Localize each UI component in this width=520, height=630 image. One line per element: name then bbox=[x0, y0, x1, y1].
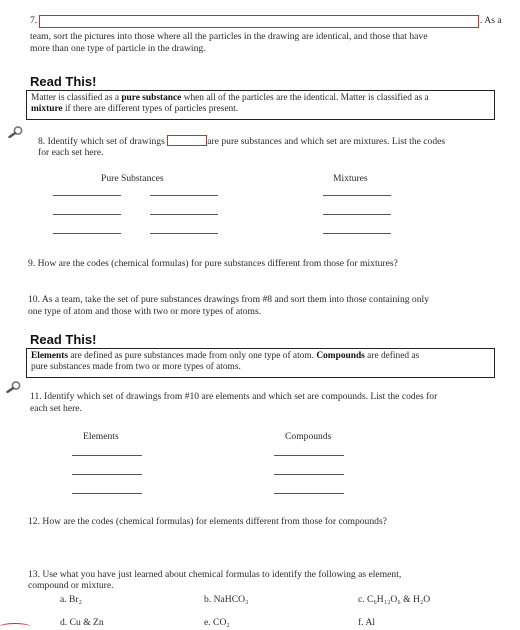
q8-pre: 8. Identify which set of drawings bbox=[38, 136, 168, 147]
q11-line1: 11. Identify which set of drawings from #10 are elements and which set are compounds. List the codes for bbox=[30, 391, 438, 402]
magnifier-icon bbox=[6, 381, 22, 393]
answer-line[interactable] bbox=[274, 474, 344, 475]
answer-line[interactable] bbox=[323, 214, 391, 215]
q9-text: 9. How are the codes (chemical formulas) for pure substances different from those for mixtures? bbox=[28, 258, 398, 269]
answer-line[interactable] bbox=[150, 233, 218, 234]
q8-line1 bbox=[38, 135, 445, 148]
read-this-box-1 bbox=[26, 90, 495, 120]
q12-text: 12. How are the codes (chemical formulas) for elements different from those for compounds? bbox=[28, 516, 387, 527]
q13-item-c: c. C₆H₁₂O₆ & H₂O bbox=[358, 594, 431, 605]
q7-number: 7. bbox=[30, 15, 38, 26]
answer-line[interactable] bbox=[150, 195, 218, 196]
read-this-heading-1: Read This! bbox=[30, 74, 97, 89]
answer-line[interactable] bbox=[72, 455, 142, 456]
compounds-header: Compounds bbox=[285, 431, 332, 442]
q13-item-b: b. NaHCO₃ bbox=[204, 594, 249, 605]
q7-answer-field[interactable] bbox=[39, 15, 479, 28]
pure-substances-header: Pure Substances bbox=[101, 173, 164, 184]
read2-text-1: are defined as pure substances made from only one type of atom. bbox=[67, 351, 317, 361]
q7-line1: team, sort the pictures into those where all the particles in the drawing are identical, and those that have bbox=[30, 31, 428, 42]
answer-line[interactable] bbox=[323, 233, 391, 234]
term-compounds: Compounds bbox=[316, 351, 365, 361]
q13-line1: 13. Use what you have just learned about chemical formulas to identify the following as element, bbox=[28, 569, 402, 580]
q13-line2: compound or mixture. bbox=[28, 580, 114, 591]
q13-item-e: e. CO₂ bbox=[204, 617, 230, 628]
read1-text-3: if there are different types of particles present. bbox=[62, 104, 239, 115]
read2-line2: pure substances made from two or more types of atoms. bbox=[31, 362, 241, 373]
answer-line[interactable] bbox=[274, 493, 344, 494]
read1-text-1: Matter is classified as a bbox=[31, 93, 122, 103]
answer-line[interactable] bbox=[53, 233, 121, 234]
read-this-box-2 bbox=[26, 348, 495, 378]
q11-line2: each set here. bbox=[30, 403, 82, 414]
answer-line[interactable] bbox=[53, 195, 121, 196]
q8-post: are pure substances and which set are mixtures. List the codes bbox=[207, 136, 446, 147]
read1-text-2: when all of the particles are the identical. Matter is classified as a bbox=[181, 93, 429, 103]
q13-item-f: f. Al bbox=[358, 617, 376, 628]
q8-line2: for each set here. bbox=[38, 147, 104, 158]
answer-line[interactable] bbox=[274, 455, 344, 456]
q13-item-d: d. Cu & Zn bbox=[60, 617, 104, 628]
q8-answer-field[interactable] bbox=[167, 135, 207, 146]
q10-line1: 10. As a team, take the set of pure substances drawings from #8 and sort them into those containing only bbox=[28, 294, 429, 305]
answer-line[interactable] bbox=[53, 214, 121, 215]
read2-text-2: are defined as bbox=[364, 351, 420, 361]
term-elements: Elements bbox=[31, 351, 68, 361]
q13-item-a: a. Br₂ bbox=[60, 594, 82, 605]
q10-line2: one type of atom and those with two or more types of atoms. bbox=[28, 306, 262, 317]
read-this-heading-2: Read This! bbox=[30, 332, 97, 347]
mixtures-header: Mixtures bbox=[333, 173, 368, 184]
magnifier-icon bbox=[8, 126, 24, 138]
answer-line[interactable] bbox=[323, 195, 391, 196]
term-mixture: mixture bbox=[31, 104, 63, 115]
q7-line2: more than one type of particle in the drawing. bbox=[30, 43, 206, 54]
term-pure-substance: pure substance bbox=[121, 93, 182, 103]
elements-header: Elements bbox=[83, 431, 119, 442]
answer-field-edge bbox=[0, 623, 30, 630]
answer-line[interactable] bbox=[72, 474, 142, 475]
q7-trail: . As a bbox=[480, 15, 502, 26]
answer-line[interactable] bbox=[72, 493, 142, 494]
answer-line[interactable] bbox=[150, 214, 218, 215]
